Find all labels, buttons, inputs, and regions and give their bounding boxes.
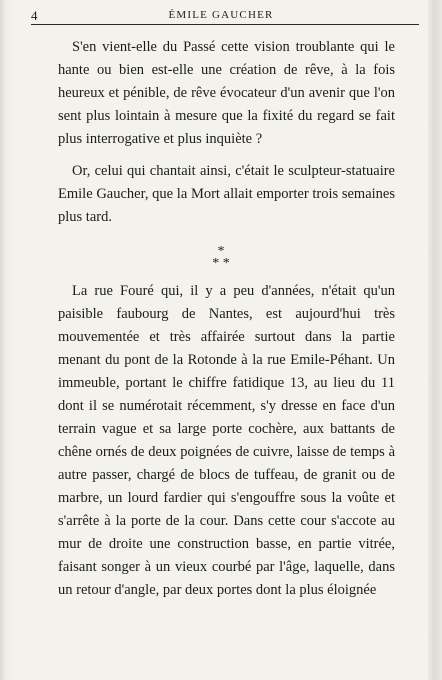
text-block-2 [58,160,395,229]
paragraph-sculptor: Or, celui qui chantait ainsi, c'était le sculpteur-statuaire Emile Gaucher, que la Mort allait emporter trois semaines plus tard. [58,163,395,225]
header-rule [31,24,419,25]
asterism-top: * [217,244,225,259]
page-edge-shadow [428,0,442,680]
asterism-separator [0,246,442,270]
paragraph-rue-foure: La rue Fouré qui, il y a peu d'années, n'était qu'un paisible faubourg de Nantes, est aujourd'hui très mouvementée et très affairée surtout dans la partie menant du pont de la Rotonde à la rue Emile-Péhant. Un immeuble, portant le chiffre fatidique 13, au lieu du 11 dont il se numérotait récemment, s'y dresse en face d'un terrain vague et sa large porte cochère, aux battants de chêne ornés de deux poignées de cuivre, laisse de temps à autre passer, chargé de blocs de tuffeau, de granit ou de marbre, un lourd fardier qui s'engouffre sous la voûte et s'arrête à la porte de la cour. Dans cette cour s'accote au mur de droite une construction basse, en partie vitrée, faisant songer à un vieux courbé par l'âge, laquelle, dans un retour d'angle, par deux portes dont la plus éloignée [58,283,395,598]
running-head: ÉMILE GAUCHER [168,9,274,21]
page-header [0,6,442,24]
paragraph-vision: S'en vient-elle du Passé cette vision troublante qui le hante ou bien est-elle une création de rêve, à la fois heureux et pénible, de rêve évocateur d'un avenir que l'on sent plus lointain à mesure que la fixité du regard se fait plus interrogative et plus inquiète ? [58,39,395,147]
asterism-bottom: * * [212,256,230,271]
text-block-1 [58,36,395,151]
page-number: 4 [31,8,38,23]
text-block-3 [58,280,395,602]
